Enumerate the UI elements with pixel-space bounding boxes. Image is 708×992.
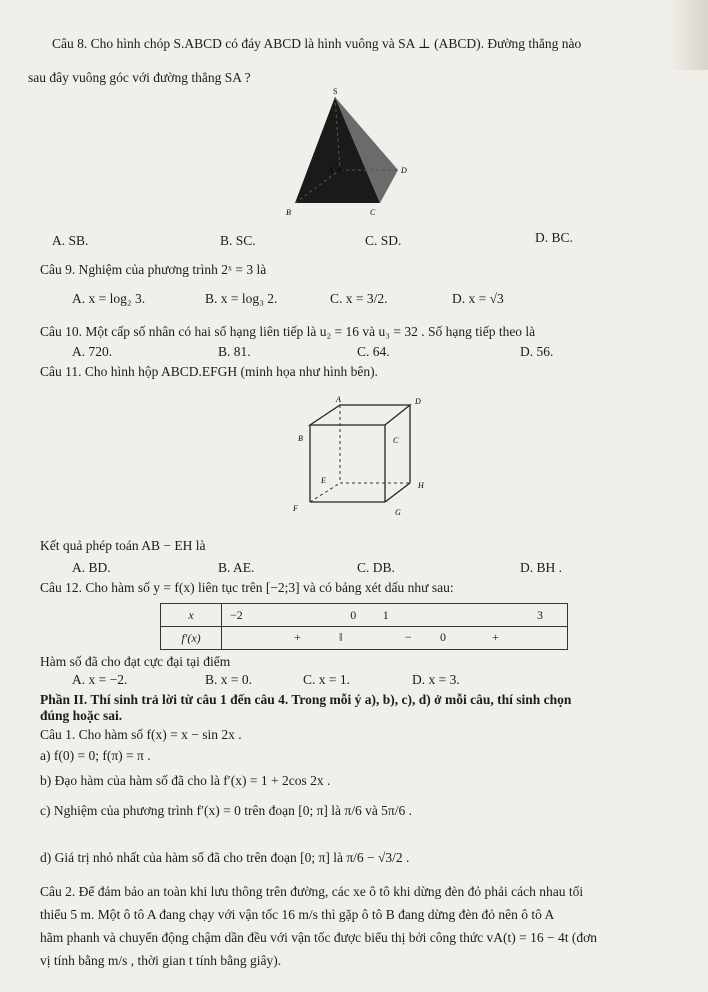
q12-option-c: C. x = 1. xyxy=(303,672,350,687)
q9-option-b: B. x = log₃ 2. xyxy=(205,291,278,306)
q12-option-b: B. x = 0. xyxy=(205,672,252,687)
c2-line1: Câu 2. Để đảm bảo an toàn khi lưu thông trên đường, các xe ô tô khi dừng đèn đỏ phải cách nhau tối xyxy=(40,884,584,899)
cell-x-4: 3 xyxy=(402,604,567,627)
sign-zero: 0 xyxy=(440,630,446,644)
q9-option-d: D. x = √3 xyxy=(452,291,504,306)
pyr-label-c: C xyxy=(370,208,376,217)
sign-minus: − xyxy=(405,630,412,644)
cell-x-1: −2 xyxy=(222,604,337,627)
sign-double-bar: ‖ xyxy=(339,630,343,644)
box-label-a: A xyxy=(336,395,341,404)
cell-x-3: 1 xyxy=(369,604,402,627)
q12-title: Câu 12. Cho hàm số y = f(x) liên tục trên [−2;3] và có bảng xét dấu như sau: xyxy=(40,580,454,595)
box-label-c: C xyxy=(393,436,399,445)
c1-item-c: c) Nghiệm của phương trình f′(x) = 0 trên đoạn [0; π] là π/6 và 5π/6 . xyxy=(40,803,413,818)
box-label-b: B xyxy=(298,434,303,443)
q9-option-c: C. x = 3/2. xyxy=(330,291,388,306)
q11-option-c: C. DB. xyxy=(357,560,395,575)
q8-option-c: C. SD. xyxy=(365,233,402,248)
part2-heading-line2: đúng hoặc sai. xyxy=(40,708,123,723)
c2-line2: thiểu 5 m. Một ô tô A đang chạy với vận tốc 16 m/s thì gặp ô tô B đang dừng đèn đỏ nên ô tô A xyxy=(40,907,555,922)
c2-line3: hãm phanh và chuyển động chậm dần đều với vận tốc được biểu thị bởi công thức vA(t) = 16 − 4t (đơn xyxy=(40,930,598,945)
q12-option-a: A. x = −2. xyxy=(72,672,128,687)
q10-option-a: A. 720. xyxy=(72,344,113,359)
q12-question: Hàm số đã cho đạt cực đại tại điểm xyxy=(40,654,231,669)
q11-option-b: B. AE. xyxy=(218,560,255,575)
box-label-d: D xyxy=(415,397,421,406)
q11-option-d: D. BH . xyxy=(520,560,563,575)
c1-title: Câu 1. Cho hàm số f(x) = x − sin 2x . xyxy=(40,727,242,742)
q8-option-a: A. SB. xyxy=(52,233,89,248)
cell-x: x xyxy=(161,604,222,627)
page-edge-shadow xyxy=(668,0,708,70)
q9-title: Câu 9. Nghiệm của phương trình 2ˣ = 3 là xyxy=(40,262,267,277)
c2-line4: vị tính bằng m/s , thời gian t tính bằng giây). xyxy=(40,953,282,968)
q9-option-a: A. x = log₂ 3. xyxy=(72,291,146,306)
q12-option-d: D. x = 3. xyxy=(412,672,460,687)
sign-plus-2: + xyxy=(492,630,499,644)
sign-plus-1: + xyxy=(294,630,301,644)
box-label-e: E xyxy=(321,476,326,485)
box-label-h: H xyxy=(418,481,424,490)
q8-option-b: B. SC. xyxy=(220,233,256,248)
pyr-label-s: S xyxy=(333,87,338,96)
q10-option-d: D. 56. xyxy=(520,344,554,359)
sign-table-row-derivative xyxy=(161,627,568,650)
q8-line1: Câu 8. Cho hình chóp S.ABCD có đáy ABCD là hình vuông và SA ⊥ (ABCD). Đường thẳng nào xyxy=(52,36,582,51)
pyr-label-a: A xyxy=(328,166,333,175)
box-figure xyxy=(285,395,445,520)
q8-option-d: D. BC. xyxy=(535,230,573,245)
q11-option-a: A. BD. xyxy=(72,560,111,575)
cell-fprime: f′(x) xyxy=(161,627,222,650)
part2-heading-line1: Phần II. Thí sinh trả lời từ câu 1 đến câu 4. Trong mỗi ý a), b), c), d) ở mỗi câu, thí sinh chọn xyxy=(40,692,572,707)
pyr-label-b: B xyxy=(286,208,291,217)
pyramid-figure xyxy=(280,85,410,220)
q11-title: Câu 11. Cho hình hộp ABCD.EFGH (minh họa như hình bên). xyxy=(40,364,378,379)
c1-item-a: a) f(0) = 0; f(π) = π . xyxy=(40,748,151,763)
cell-signs xyxy=(222,627,568,650)
c1-item-b: b) Đạo hàm của hàm số đã cho là f′(x) = 1 + 2cos 2x . xyxy=(40,773,331,788)
cell-x-2: 0 xyxy=(337,604,370,627)
pyr-label-d: D xyxy=(401,166,407,175)
q11-question: Kết quả phép toán AB − EH là xyxy=(40,538,206,553)
q10-title: Câu 10. Một cấp số nhân có hai số hạng liên tiếp là u₂ = 16 và u₃ = 32 . Số hạng tiếp theo là xyxy=(40,324,536,339)
q8-line2: sau đây vuông góc với đường thẳng SA ? xyxy=(28,70,251,85)
box-label-g: G xyxy=(395,508,401,517)
q10-option-b: B. 81. xyxy=(218,344,251,359)
sign-table xyxy=(160,603,568,650)
q10-option-c: C. 64. xyxy=(357,344,390,359)
c1-item-d: d) Giá trị nhỏ nhất của hàm số đã cho trên đoạn [0; π] là π/6 − √3/2 . xyxy=(40,850,410,865)
box-label-f: F xyxy=(293,504,298,513)
sign-table-row-x xyxy=(161,604,568,627)
